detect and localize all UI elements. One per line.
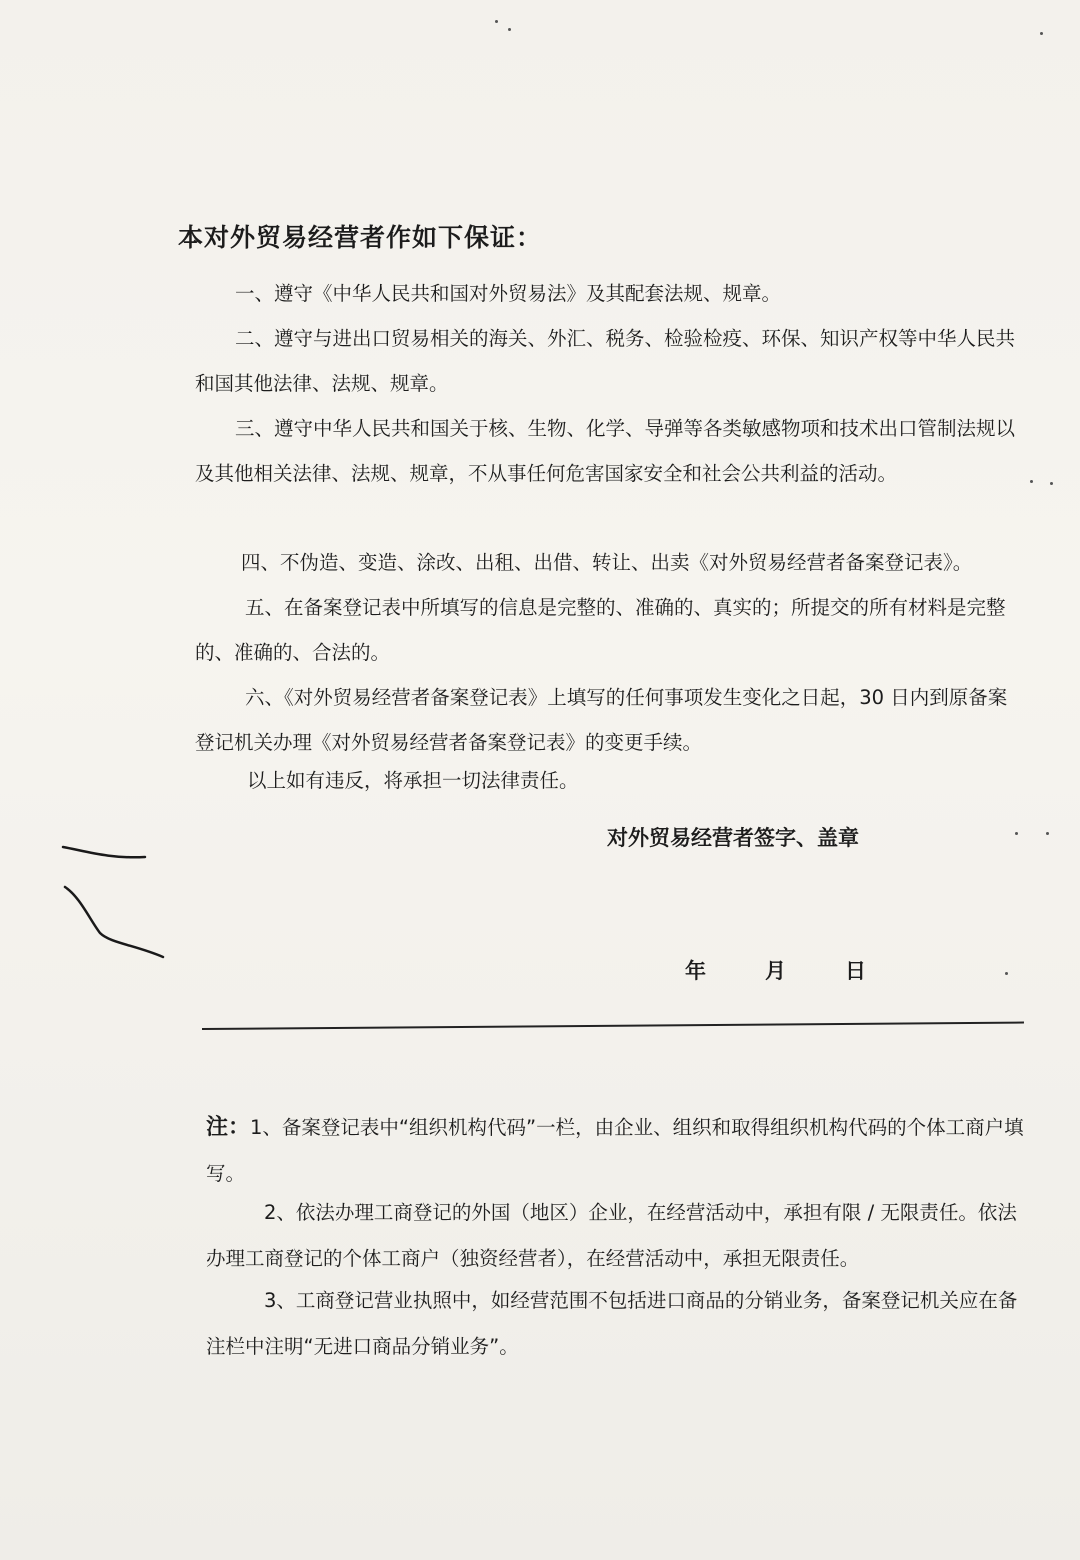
- date-day-label: 日: [845, 959, 866, 983]
- note-item-2: [206, 1190, 1036, 1282]
- date-year-label: 年: [685, 959, 706, 983]
- note-item-1-text: 1、备案登记表中“组织机构代码”一栏，由企业、组织和取得组织机构代码的个体工商户填写。: [206, 1116, 1024, 1185]
- guarantee-item-6-text: 六、《对外贸易经营者备案登记表》上填写的任何事项发生变化之日起，30 日内到原备案登记机关办理《对外贸易经营者备案登记表》的变更手续。: [195, 686, 1008, 754]
- guarantee-item-4: [195, 540, 1025, 585]
- scan-speck: [1050, 482, 1053, 485]
- guarantee-item-4-text: 四、不伪造、变造、涂改、出租、出借、转让、出卖《对外贸易经营者备案登记表》。: [241, 551, 973, 574]
- guarantee-item-6: [195, 675, 1025, 765]
- notes-label: 注：: [206, 1115, 251, 1140]
- note-item-3: [206, 1278, 1036, 1370]
- scan-speck: [495, 20, 498, 23]
- guarantee-item-3: [195, 406, 1025, 496]
- guarantee-item-2: [195, 316, 1025, 406]
- note-item-3-text: 3、工商登记营业执照中，如经营范围不包括进口商品的分销业务，备案登记机关应在备注栏中注明“无进口商品分销业务”。: [206, 1289, 1018, 1358]
- liability-statement: [195, 758, 1025, 803]
- guarantee-item-2-text: 二、遵守与进出口贸易相关的海关、外汇、税务、检验检疫、环保、知识产权等中华人民共和国其他法律、法规、规章。: [195, 327, 1016, 395]
- note-item-1: [206, 1105, 1036, 1197]
- guarantee-item-5: [195, 585, 1025, 675]
- guarantee-heading: 本对外贸易经营者作如下保证：: [178, 223, 543, 252]
- guarantee-item-3-text: 三、遵守中华人民共和国关于核、生物、化学、导弹等各类敏感物项和技术出口管制法规以及其他相关法律、法规、规章，不从事任何危害国家安全和社会公共利益的活动。: [195, 417, 1016, 485]
- note-item-2-text: 2、依法办理工商登记的外国（地区）企业，在经营活动中，承担有限 / 无限责任。依法办理工商登记的个体工商户（独资经营者），在经营活动中，承担无限责任。: [206, 1201, 1017, 1270]
- liability-statement-text: 以上如有违反，将承担一切法律责任。: [247, 769, 579, 792]
- scan-speck: [1015, 832, 1018, 835]
- date-month-label: 月: [765, 959, 786, 983]
- scan-speck: [1005, 972, 1008, 975]
- scan-speck: [1040, 32, 1043, 35]
- scan-speck: [508, 28, 511, 31]
- guarantee-item-5-text: 五、在备案登记表中所填写的信息是完整的、准确的、真实的；所提交的所有材料是完整的、准确的、合法的。: [195, 596, 1006, 664]
- guarantee-item-1: [195, 271, 1025, 316]
- signature-label: 对外贸易经营者签字、盖章: [607, 826, 859, 850]
- section-divider: [202, 1022, 1024, 1030]
- scan-speck: [1046, 832, 1049, 835]
- scan-speck: [1030, 480, 1033, 483]
- guarantee-item-1-text: 一、遵守《中华人民共和国对外贸易法》及其配套法规、规章。: [235, 282, 782, 305]
- pen-scribble: [55, 835, 175, 970]
